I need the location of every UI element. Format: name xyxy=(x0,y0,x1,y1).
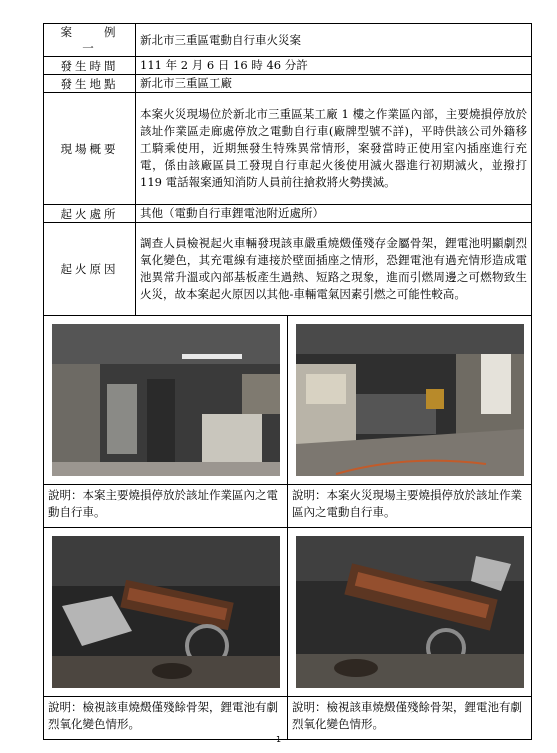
origin-label: 起火處所 xyxy=(44,205,136,223)
photo-caption-3: 說明：檢視該車燒燬僅殘餘骨架，鋰電池有劇烈氧化變色情形。 xyxy=(44,697,288,740)
page-number: 1 xyxy=(275,735,282,744)
case-value: 新北市三重區電動自行車火災案 xyxy=(136,24,532,57)
incident-report-table xyxy=(43,23,532,740)
cause-value: 調查人員檢視起火車輛發現該車嚴重燒燬僅殘存金屬骨架，鋰電池明顯劇烈氧化變色，其充電線有連接於壁面插座之情形，恐鋰電池有過充情形造成電池異常升溫或內部基板產生過熱、短路之現象，進而引燃周邊之可燃物致生火災，故本案起火原因以其他-車輛電氣因素引燃之可能性較高。 xyxy=(136,223,532,316)
photo-cell-1 xyxy=(44,316,288,485)
cause-label: 起火原因 xyxy=(44,223,136,316)
origin-value: 其他（電動自行車鋰電池附近處所） xyxy=(136,205,532,223)
photo-caption-1: 說明：本案主要燒損停放於該址作業區內之電動自行車。 xyxy=(44,485,288,528)
overview-value: 本案火災現場位於新北市三重區某工廠 1 樓之作業區內部，主要燒損停放於該址作業區走廊處停放之電動自行車(廠牌型號不詳)，平時供該公司外籍移工騎乘使用，近期無發生特殊異常情形，案發當時正使用室內插座進行充電，係由該廠區員工發現自行車起火後使用滅火器進行初期滅火，並撥打 119 電話報案通知消防人員前往搶救將火勢撲滅。 xyxy=(136,93,532,205)
place-value: 新北市三重區工廠 xyxy=(136,75,532,93)
workshop-photo-1 xyxy=(52,324,280,476)
place-label: 發生地點 xyxy=(44,75,136,93)
time-value: 111 年 2 月 6 日 16 時 46 分許 xyxy=(136,57,532,75)
overview-label: 現場概要 xyxy=(44,93,136,205)
photo-caption-4: 說明：檢視該車燒燬僅殘餘骨架，鋰電池有劇烈氧化變色情形。 xyxy=(288,697,532,740)
case-label: 案 例 一 xyxy=(44,24,136,57)
time-label: 發生時間 xyxy=(44,57,136,75)
photo-cell-3 xyxy=(44,528,288,697)
photo-cell-2 xyxy=(288,316,532,485)
photo-cell-4 xyxy=(288,528,532,697)
burnt-frame-photo-2 xyxy=(296,536,524,688)
workshop-photo-2 xyxy=(296,324,524,476)
photo-caption-2: 說明：本案火災現場主要燒損停放於該址作業區內之電動自行車。 xyxy=(288,485,532,528)
burnt-frame-photo-1 xyxy=(52,536,280,688)
